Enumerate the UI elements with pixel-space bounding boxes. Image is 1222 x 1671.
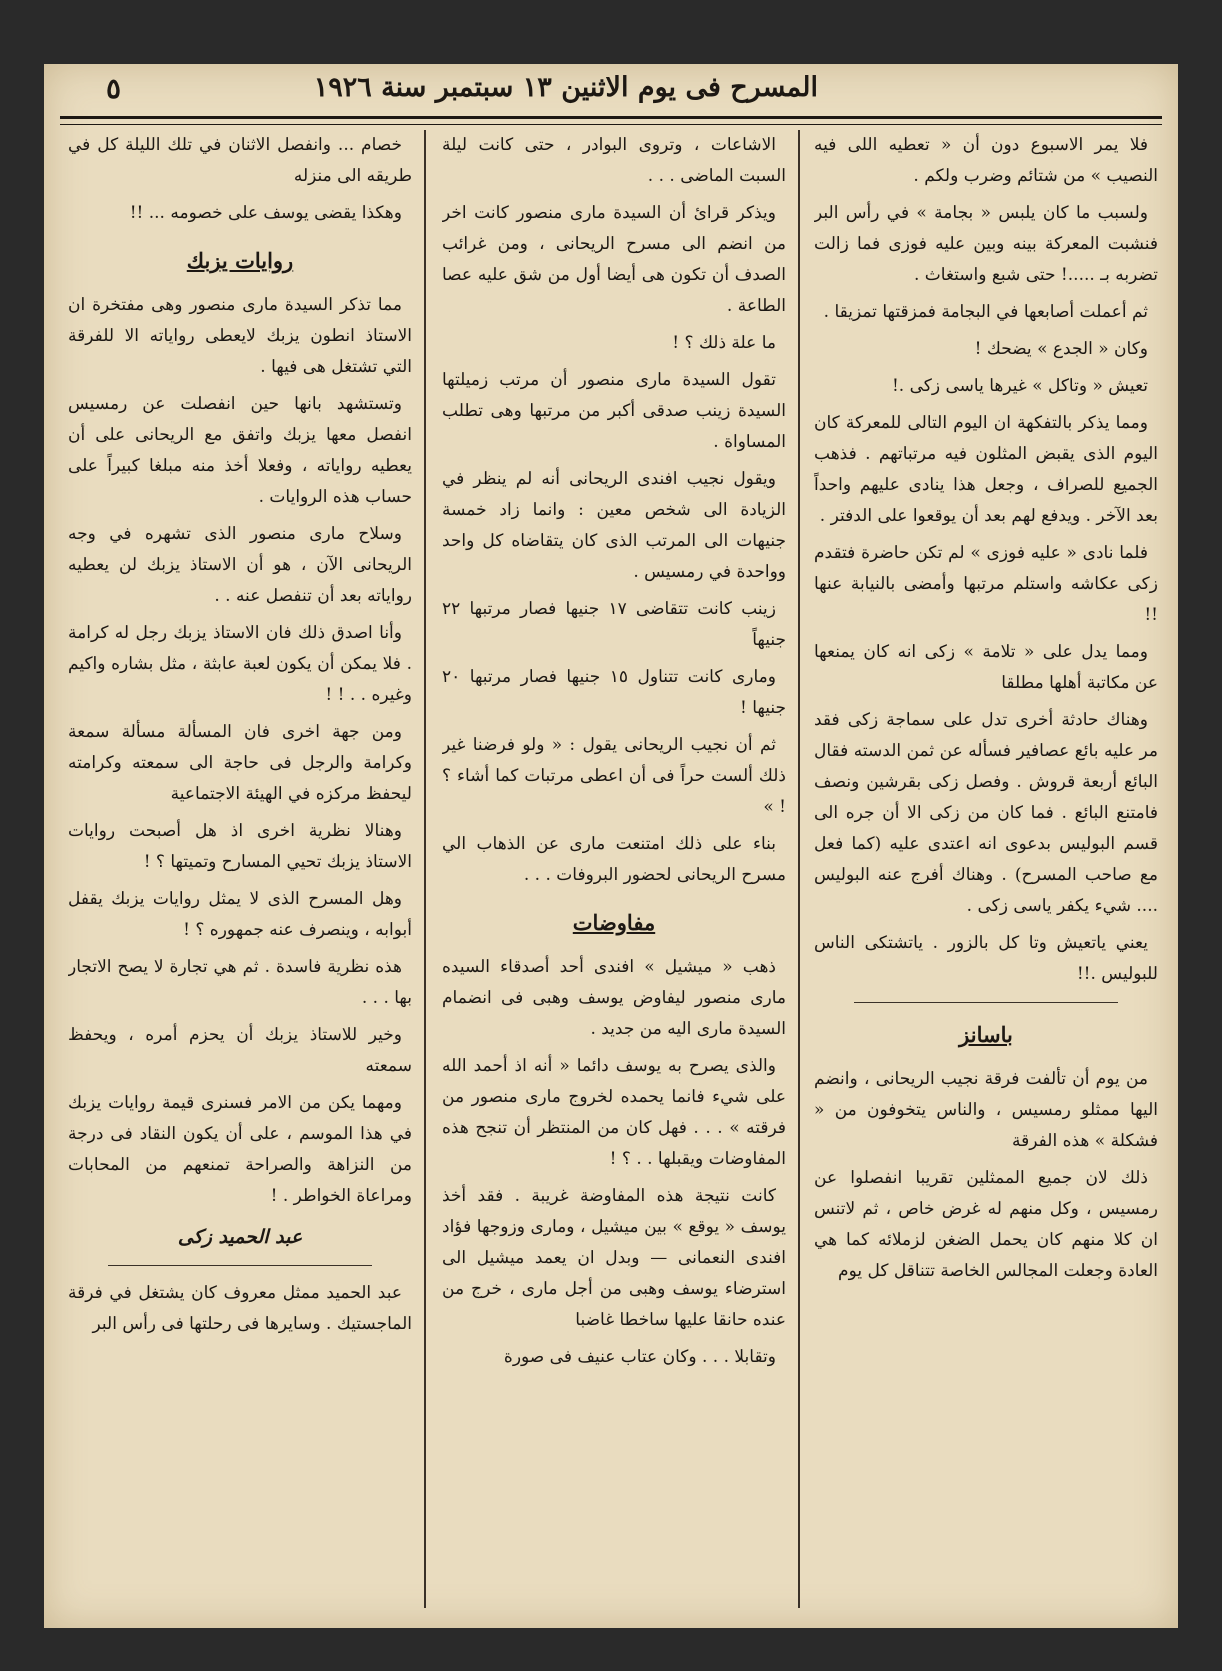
article-paragraph: ثم أعملت أصابعها في البجامة فمزقتها تمزيقا . <box>823 302 1148 322</box>
article-paragraph: وهنالا نظرية اخرى اذ هل أصبحت روايات الاستاذ يزبك تحيي المسارح وتميتها ؟ ! <box>68 821 412 872</box>
article-paragraph: وأنا اصدق ذلك فان الاستاذ يزبك رجل له كرامة . فلا يمكن أن يكون لعبة عابثة ، مثل بشاره واكيم وغيره . . ! ! <box>68 623 412 705</box>
article-paragraph: ولسبب ما كان يلبس « بجامة » في رأس البر فنشبت المعركة بينه وبين عليه فوزى فما زالت تضربه بـ .....! حتى شبع واستغاث . <box>814 203 1158 285</box>
article-paragraph: والذى يصرح به يوسف دائما « أنه اذ أحمد الله على شيء فانما يحمده لخروج مارى منصور من فرقته » . . . فهل كان من المنتظر أن تنجح هذه المفاوضات ويقبلها . . ؟ ! <box>442 1056 786 1169</box>
article-paragraph: وكان « الجدع » يضحك ! <box>974 339 1148 359</box>
article-paragraph: ويذكر قرائ أن السيدة مارى منصور كانت اخر من انضم الى مسرح الريحانى ، ومن غرائب الصدف أن تكون هى أيضا أول من شق عليه عصا الطاعة . <box>442 203 786 316</box>
column-left <box>68 130 412 1608</box>
header-rule <box>60 116 1162 125</box>
article-paragraph: فلما نادى « عليه فوزى » لم تكن حاضرة فتقدم زكى عكاشه واستلم مرتبها وأمضى بالنيابة عنها !! <box>814 543 1158 625</box>
article-paragraph: مما تذكر السيدة مارى منصور وهى مفتخرة ان الاستاذ انطون يزبك لايعطى رواياته الا للفرقة التي تشتغل هى فيها . <box>68 295 412 377</box>
paragraph-group <box>68 130 412 229</box>
article-paragraph: ذلك لان جميع الممثلين تقريبا انفصلوا عن رمسيس ، وكل منهم له غرض خاص ، ثم لاتنس ان كلا منهم كان يحمل الضغن لزملائه كما هي العادة وجعلت المجالس الخاصة تتناقل كل يوم <box>814 1168 1158 1281</box>
article-paragraph: ثم أن نجيب الريحانى يقول : « ولو فرضنا غير ذلك ألست حراً فى أن اعطى مرتبات كما أشاء ؟ ! » <box>442 735 786 817</box>
article-paragraph: ومن جهة اخرى فان المسألة مسألة سمعة وكرامة والرجل فى حاجة الى سمعته وكرامته ليحفظ مركزه في الهيئة الاجتماعية <box>68 722 412 804</box>
article-paragraph: وتقابلا . . . وكان عتاب عنيف فى صورة <box>503 1347 776 1367</box>
article-paragraph: تعيش « وتاكل » غيرها ياسى زكى .! <box>891 376 1148 396</box>
paragraph-group <box>442 952 786 1373</box>
page-header <box>64 70 1158 116</box>
article-paragraph: وهناك حادثة أخرى تدل على سماجة زكى فقد مر عليه بائع عصافير فسأله عن ثمن الدسته فقال البائع أربعة قروش . وفصل زكى بقرشين ونصف فامتنع البائع . فما كان من زكى الا أن جره الى قسم البوليس بدعوى انه اعتدى عليه (كما فعل مع صاحب المسرح) . وهناك أفرج عنه البوليس .... شيء يكفر ياسى زكى . <box>814 710 1158 916</box>
column-divider <box>798 130 800 1608</box>
article-paragraph: وتستشهد بانها حين انفصلت عن رمسيس انفصل معها يزبك واتفق مع الريحانى على أن يعطيه رواياته ، وفعلا أخذ منه مبلغا كبيراً على حساب هذه الروايات . <box>68 394 412 507</box>
article-paragraph: خصام ... وانفصل الاثنان في تلك الليلة كل في طريقه الى منزله <box>68 135 412 186</box>
article-paragraph: ومما يدل على « تلامة » زكى انه كان يمنعها عن مكاتبة أهلها مطلقا <box>814 642 1158 693</box>
page-number: ٥ <box>106 72 122 105</box>
header-title: المسرح فى يوم الاثنين ١٣ سبتمبر سنة ١٩٢٦ <box>313 72 818 103</box>
paragraph-group <box>68 290 412 1212</box>
article-paragraph: ذهب « ميشيل » افندى أحد أصدقاء السيده مارى منصور ليفاوض يوسف وهبى فى انضمام السيدة مارى اليه من جديد . <box>442 957 786 1039</box>
article-paragraph: زينب كانت تتقاضى ١٧ جنيها فصار مرتبها ٢٢ جنيهاً <box>442 599 786 650</box>
author-signature: عبد الحميد زكى <box>177 1226 303 1248</box>
article-paragraph: وهل المسرح الذى لا يمثل روايات يزبك يقفل أبوابه ، وينصرف عنه جمهوره ؟ ! <box>68 889 412 940</box>
article-paragraph: كانت نتيجة هذه المفاوضة غريبة . فقد أخذ يوسف « يوقع » بين ميشيل ، ومارى وزوجها فؤاد افندى النعمانى — وبدل ان يعمد ميشيل الى استرضاء يوسف وهبى من أجل مارى ، خرج من عنده حانقا عليها ساخطا غاضبا <box>442 1186 786 1330</box>
article-paragraph: ومهما يكن من الامر فسنرى قيمة روايات يزبك في هذا الموسم ، على أن يكون النقاد فى درجة من النزاهة والصراحة تمنعهم من المحابات ومراعاة الخواطر . ! <box>68 1093 412 1206</box>
section-separator <box>108 1265 372 1266</box>
article-paragraph: فلا يمر الاسبوع دون أن « تعطيه اللى فيه النصيب » من شتائم وضرب ولكم . <box>814 135 1158 186</box>
section-separator <box>854 1002 1118 1003</box>
section-heading: مفاوضات <box>572 910 656 935</box>
article-paragraph: ومارى كانت تتناول ١٥ جنيها فصار مرتبها ٢٠ جنيها ! <box>442 667 786 718</box>
article-paragraph: يعني ياتعيش وتا كل بالزور . ياتشتكى الناس للبوليس .!! <box>814 933 1158 984</box>
article-paragraph: وسلاح مارى منصور الذى تشهره في وجه الريحانى الآن ، هو أن الاستاذ يزبك لن يعطيه رواياته بعد أن تنفصل عنه . . <box>68 524 412 606</box>
paragraph-group <box>814 130 1158 990</box>
article-paragraph: ويقول نجيب افندى الريحانى أنه لم ينظر في الزيادة الى شخص معين : وانما زاد خمسة جنيهات الى المرتب الذى كان يتقاضاه كل واحد وواحدة في رمسيس . <box>442 469 786 582</box>
article-paragraph: من يوم أن تألفت فرقة نجيب الريحانى ، وانضم اليها ممثلو رمسيس ، والناس يتخوفون من « فشكلة » هذه الفرقة <box>814 1069 1158 1151</box>
newspaper-page <box>44 64 1178 1628</box>
article-paragraph: تقول السيدة مارى منصور أن مرتب زميلتها السيدة زينب صدقى أكبر من مرتبها وهى تطلب المساواة . <box>442 370 786 452</box>
article-paragraph: وهكذا يقضى يوسف على خصومه ... !! <box>129 203 402 223</box>
article-paragraph: بناء على ذلك امتنعت مارى عن الذهاب الي مسرح الريحانى لحضور البروفات . . . <box>442 834 786 885</box>
article-paragraph: عبد الحميد ممثل معروف كان يشتغل في فرقة الماجستيك . وسايرها فى رحلتها فى رأس البر <box>68 1283 412 1334</box>
column-divider <box>424 130 426 1608</box>
paragraph-group <box>68 1278 412 1340</box>
article-paragraph: وخير للاستاذ يزبك أن يحزم أمره ، ويحفظ سمعته <box>68 1025 412 1076</box>
column-middle <box>442 130 786 1608</box>
article-paragraph: ما علة ذلك ؟ ! <box>672 333 776 353</box>
section-heading: باسانز <box>959 1022 1013 1047</box>
paragraph-group <box>442 130 786 891</box>
article-paragraph: هذه نظرية فاسدة . ثم هي تجارة لا يصح الاتجار بها . . . <box>68 957 412 1008</box>
article-paragraph: الاشاعات ، وتروى البوادر ، حتى كانت ليلة السبت الماضى . . . <box>442 135 786 186</box>
paragraph-group <box>814 1064 1158 1287</box>
article-paragraph: ومما يذكر بالتفكهة ان اليوم التالى للمعركة كان اليوم الذى يقبض المثلون فيه مرتباتهم . فذهب الجميع للصراف ، وجعل هذا ينادى عليهم واحداً بعد الآخر . ويدفع لهم بعد أن يوقعوا على الدفتر . <box>814 413 1158 526</box>
column-right <box>814 130 1158 1608</box>
section-heading: روايات يزبك <box>186 248 294 273</box>
